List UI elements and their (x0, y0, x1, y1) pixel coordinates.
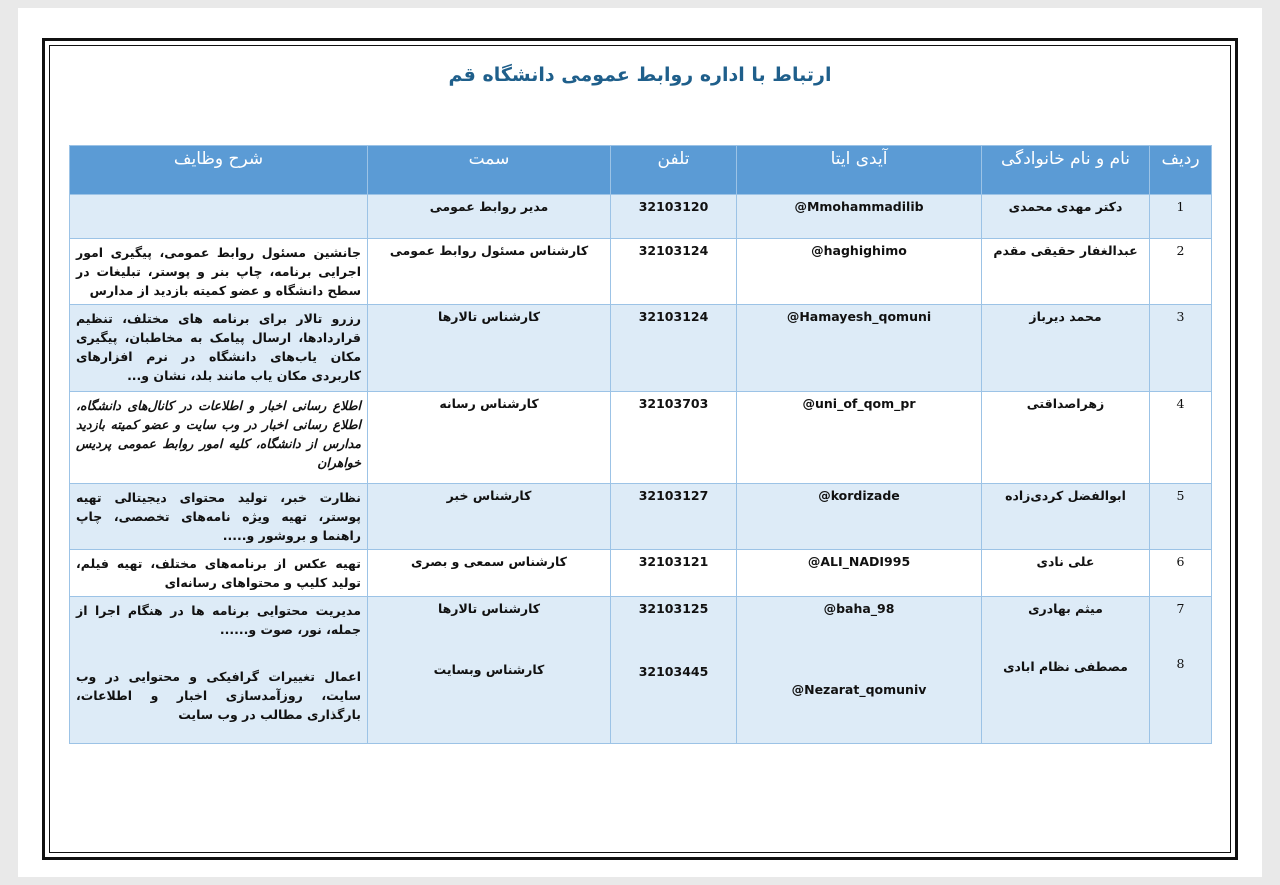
row-number: 5 (1150, 484, 1212, 550)
phone-number: 32103703 (611, 392, 737, 484)
staff-name-7: میثم بهادری (1028, 601, 1103, 616)
duties: نظارت خبر، تولید محتوای دیجیتالی تهیه پوستر، تهیه ویژه نامه‌های تخصصی، چاپ راهنما و بروشور و..... (70, 484, 368, 550)
eita-id: @ALI_NADI995 (737, 550, 982, 597)
duties (70, 195, 368, 239)
phone-number: 32103121 (611, 550, 737, 597)
duties: تهیه عکس از برنامه‌های مختلف، تهیه فیلم، تولید کلیپ و محتواهای رسانه‌ای (70, 550, 368, 597)
phone-number: 32103124 (611, 305, 737, 392)
phone-number (611, 597, 737, 744)
duties: رزرو تالار برای برنامه های مختلف، تنظیم قراردادها، ارسال پیامک به مخاطبان، پیگیری مکان یاب‌های دانشگاه در نرم افزارهای کاربردی مکان یاب مانند بلد، نشان و... (70, 305, 368, 392)
eita-id: @haghighimo (737, 239, 982, 305)
header-name: نام و نام خانوادگی (982, 146, 1150, 195)
position: مدیر روابط عمومی (368, 195, 611, 239)
staff-name: علی نادی (982, 550, 1150, 597)
document-title: ارتباط با اداره روابط عمومی دانشگاه قم (448, 64, 832, 86)
table-row (70, 597, 1212, 744)
header-eita-id: آیدی ایتا (737, 146, 982, 195)
staff-name: زهراصداقتی (982, 392, 1150, 484)
staff-name: محمد دیرباز (982, 305, 1150, 392)
header-row-number: ردیف (1150, 146, 1212, 195)
position: کارشناس سمعی و بصری (368, 550, 611, 597)
phone-number-7: 32103125 (638, 601, 709, 616)
table-row (70, 239, 1212, 305)
phone-number: 32103127 (611, 484, 737, 550)
row-number: 6 (1150, 550, 1212, 597)
row-number-7: 7 (1176, 601, 1185, 616)
table-row (70, 392, 1212, 484)
duties-7: مدیریت محتوایی برنامه ها در هنگام اجرا از جمله، نور، صوت و...... (76, 603, 361, 637)
table-row (70, 550, 1212, 597)
header-duties: شرح وظایف (70, 146, 368, 195)
staff-name: دکتر مهدی محمدی (982, 195, 1150, 239)
row-number: 4 (1150, 392, 1212, 484)
phone-number: 32103124 (611, 239, 737, 305)
eita-id-8: @Nezarat_qomuniv (791, 682, 927, 697)
phone-number: 32103120 (611, 195, 737, 239)
row-number (1150, 597, 1212, 744)
duties: جانشین مسئول روابط عمومی، پیگیری امور اجرایی برنامه، چاپ بنر و پوستر، تبلیغات در سطح دانشگاه و عضو کمیته بازدید از مدارس (70, 239, 368, 305)
eita-id-7: @baha_98 (823, 601, 895, 616)
eita-id: @Hamayesh_qomuni (737, 305, 982, 392)
row-number: 1 (1150, 195, 1212, 239)
row-number: 3 (1150, 305, 1212, 392)
eita-id: @Mmohammadilib (737, 195, 982, 239)
position-7: کارشناس تالارها (437, 601, 541, 616)
table-row (70, 305, 1212, 392)
header-position: سمت (368, 146, 611, 195)
table-header-row (70, 146, 1212, 195)
staff-name-8: مصطفی نظام ابادی (1003, 659, 1128, 674)
table-row (70, 195, 1212, 239)
phone-number-8: 32103445 (638, 664, 709, 679)
staff-name (982, 597, 1150, 744)
row-number-8: 8 (1176, 656, 1185, 671)
header-phone: تلفن (611, 146, 737, 195)
contacts-table (69, 145, 1212, 744)
position: کارشناس مسئول روابط عمومی (368, 239, 611, 305)
position: کارشناس خبر (368, 484, 611, 550)
position: کارشناس تالارها (368, 305, 611, 392)
eita-id (737, 597, 982, 744)
duties: اطلاع رسانی اخبار و اطلاعات در کانال‌های دانشگاه، اطلاع رسانی اخبار در وب سایت و عضو کمیته بازدید مدارس از دانشگاه، کلیه امور روابط عمومی پردیس خواهران (70, 392, 368, 484)
eita-id: @uni_of_qom_pr (737, 392, 982, 484)
duties (70, 597, 368, 744)
staff-name: ابوالفضل کردی‌زاده (982, 484, 1150, 550)
duties-8: اعمال تغییرات گرافیکی و محتوایی در وب سایت، روزآمدسازی اخبار و اطلاعات، بارگذاری مطالب در وب سایت (76, 669, 361, 722)
staff-name: عبدالغفار حقیقی مقدم (982, 239, 1150, 305)
position-8: کارشناس وبسایت (433, 662, 545, 677)
table-row (70, 484, 1212, 550)
row-number: 2 (1150, 239, 1212, 305)
position (368, 597, 611, 744)
position: کارشناس رسانه (368, 392, 611, 484)
eita-id: @kordizade (737, 484, 982, 550)
